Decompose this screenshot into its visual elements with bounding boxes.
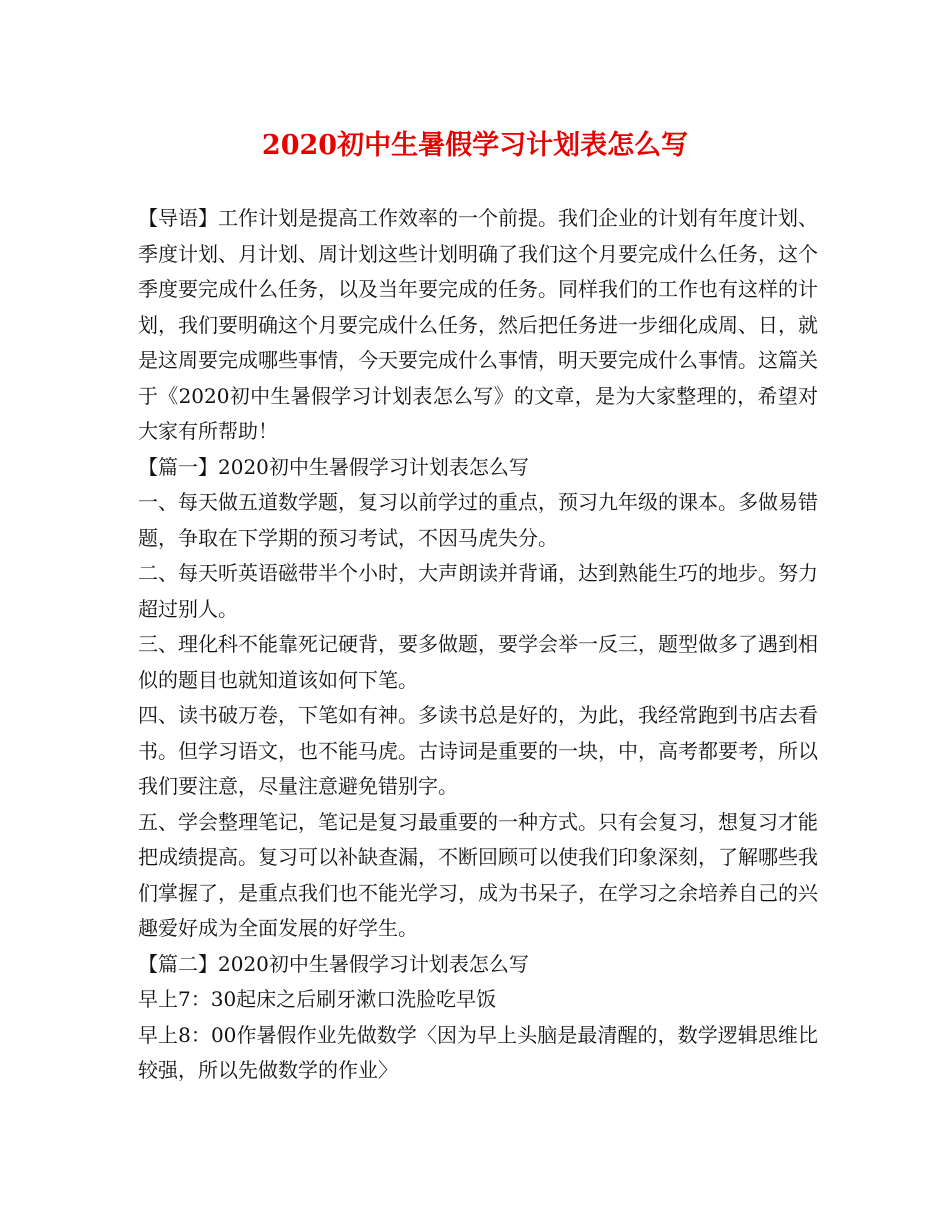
paragraph-item-3: 三、理化科不能靠死记硬背，要多做题，要学会举一反三，题型做多了遇到相似的题目也就知道该如何下笔。 bbox=[138, 632, 818, 692]
schedule-item-1: 早上7：30起床之后刷牙漱口洗脸吃早饭 bbox=[138, 987, 497, 1011]
schedule-item-2: 早上8：00作暑假作业先做数学〈因为早上头脑是最清醒的，数学逻辑思维比较强，所以先做数学的作业〉 bbox=[138, 1022, 818, 1082]
document-title: 2020初中生暑假学习计划表怎么写 bbox=[261, 130, 689, 161]
section-heading-part-one: 【篇一】2020初中生暑假学习计划表怎么写 bbox=[138, 454, 529, 479]
section-heading-part-two: 【篇二】2020初中生暑假学习计划表怎么写 bbox=[138, 951, 529, 976]
document-body bbox=[138, 201, 818, 1089]
paragraph-intro: 【导语】工作计划是提高工作效率的一个前提。我们企业的计划有年度计划、季度计划、月计划、周计划这些计划明确了我们这个月要完成什么任务，这个季度要完成什么任务，以及当年要完成的任务。同样我们的工作也有这样的计划，我们要明确这个月要完成什么任务，然后把任务进一步细化成周、日，就是这周要完成哪些事情，今天要完成什么事情，明天要完成什么事情。这篇关于《2020初中生暑假学习计划表怎么写》的文章，是为大家整理的，希望对大家有所帮助！ bbox=[138, 206, 818, 443]
paragraph-item-4: 四、读书破万卷，下笔如有神。多读书总是好的，为此，我经常跑到书店去看书。但学习语文，也不能马虎。古诗词是重要的一块，中，高考都要考，所以我们要注意，尽量注意避免错别字。 bbox=[138, 703, 818, 798]
paragraph-item-1: 一、每天做五道数学题，复习以前学过的重点，预习九年级的课本。多做易错题，争取在下学期的预习考试，不因马虎失分。 bbox=[138, 490, 818, 550]
paragraph-item-5: 五、学会整理笔记，笔记是复习最重要的一种方式。只有会复习，想复习才能把成绩提高。复习可以补缺查漏，不断回顾可以使我们印象深刻，了解哪些我们掌握了，是重点我们也不能光学习，成为书呆子，在学习之余培养自己的兴趣爱好成为全面发展的好学生。 bbox=[138, 809, 818, 940]
paragraph-item-2: 二、每天听英语磁带半个小时，大声朗读并背诵，达到熟能生巧的地步。努力超过别人。 bbox=[138, 561, 818, 621]
